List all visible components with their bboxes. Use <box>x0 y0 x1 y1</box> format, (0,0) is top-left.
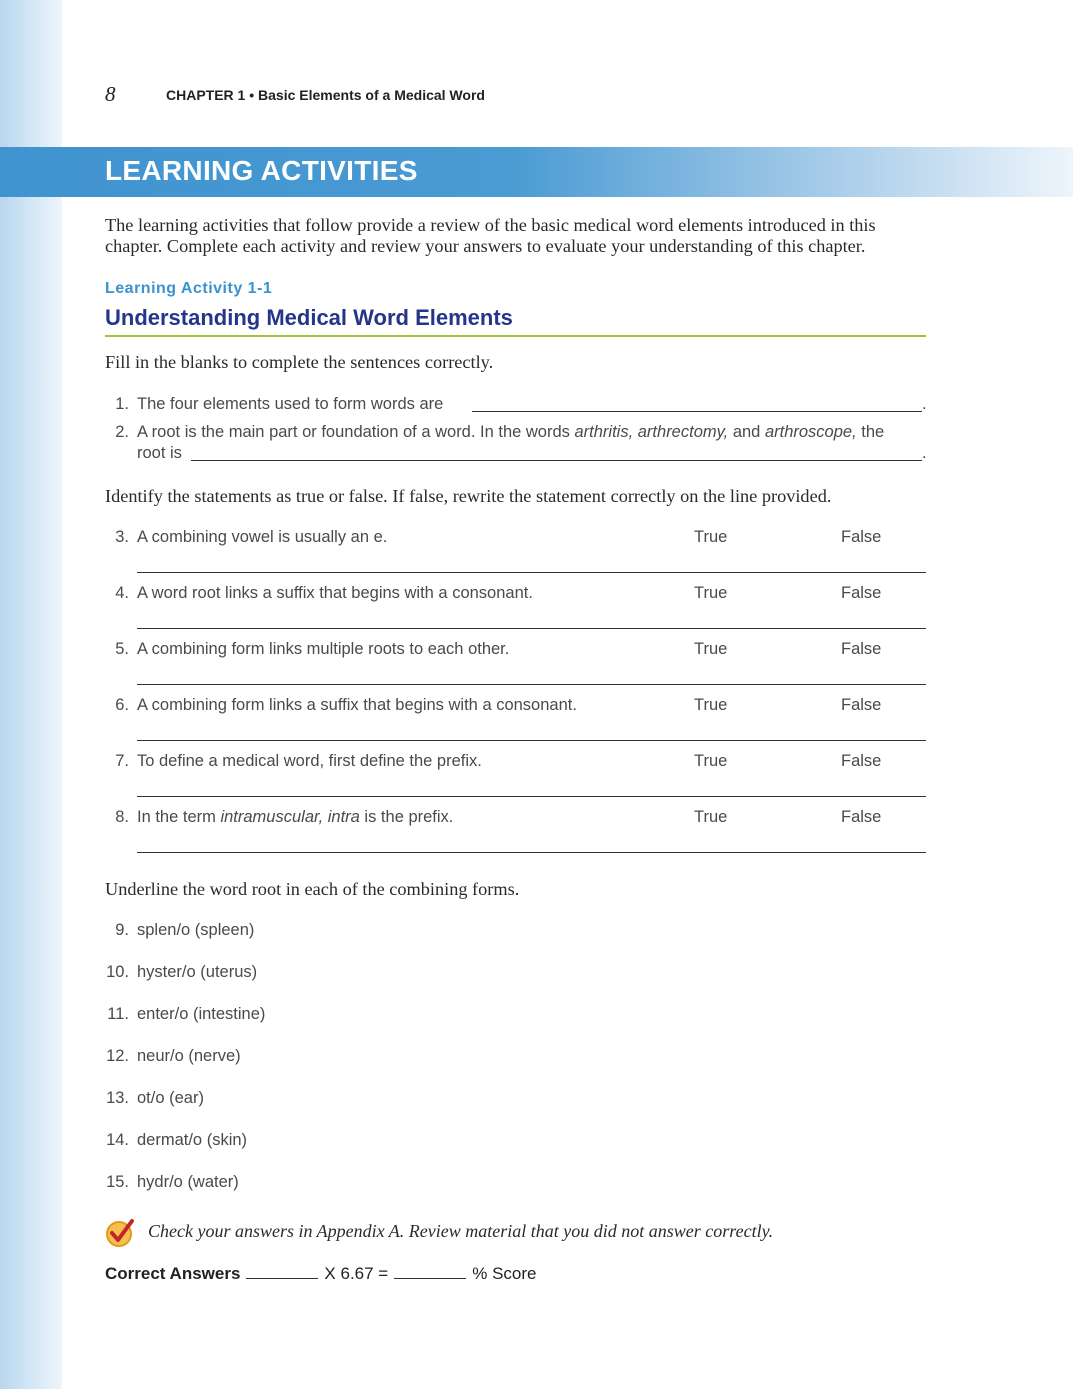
question-item <box>0 395 1073 417</box>
list-item <box>0 921 600 943</box>
true-false-item <box>0 696 1073 746</box>
question-text-continued: root is <box>137 444 182 462</box>
correct-answers-label: Correct Answers <box>105 1264 241 1283</box>
true-false-item <box>0 528 1073 578</box>
multiplier-text: X 6.67 = <box>324 1264 389 1283</box>
question-number: 1. <box>115 395 129 413</box>
item-number: 9. <box>115 921 129 939</box>
question-number: 3. <box>115 528 129 546</box>
true-false-item <box>0 808 1073 858</box>
italic-term: arthritis, arthrectomy, <box>574 423 729 441</box>
true-option[interactable]: True <box>694 752 728 770</box>
fill-in-instructions: Fill in the blanks to complete the sentences correctly. <box>105 352 494 372</box>
combining-form[interactable]: hyster/o (uterus) <box>137 963 258 981</box>
rewrite-line[interactable] <box>137 684 926 685</box>
false-option[interactable]: False <box>841 808 882 826</box>
rewrite-line[interactable] <box>137 572 926 573</box>
italic-term: arthroscope, <box>764 423 857 441</box>
rewrite-line[interactable] <box>137 796 926 797</box>
combining-form[interactable]: hydr/o (water) <box>137 1173 239 1191</box>
section-title: LEARNING ACTIVITIES <box>105 155 418 186</box>
combining-form[interactable]: ot/o (ear) <box>137 1089 204 1107</box>
activity-label: Learning Activity 1-1 <box>105 280 273 297</box>
true-false-instructions: Identify the statements as true or false. If false, rewrite the statement correctly on the line provided. <box>105 486 832 506</box>
true-false-item <box>0 752 1073 802</box>
false-option[interactable]: False <box>841 584 882 602</box>
true-option[interactable]: True <box>694 528 728 546</box>
false-option[interactable]: False <box>841 752 882 770</box>
false-option[interactable]: False <box>841 640 882 658</box>
true-option[interactable]: True <box>694 584 728 602</box>
question-text <box>137 423 884 442</box>
question-item <box>0 423 1073 467</box>
rewrite-line[interactable] <box>137 628 926 629</box>
false-option[interactable]: False <box>841 696 882 714</box>
combining-form[interactable]: splen/o (spleen) <box>137 921 255 939</box>
period: . <box>922 444 927 462</box>
question-number: 7. <box>115 752 129 770</box>
item-number: 10. <box>106 963 129 981</box>
combining-form[interactable]: enter/o (intestine) <box>137 1005 266 1023</box>
intro-paragraph <box>105 215 935 257</box>
answer-blank[interactable] <box>472 411 922 412</box>
question-text: The four elements used to form words are <box>137 395 444 413</box>
text-segment: A root is the main part or foundation of a word. In the words <box>137 423 575 441</box>
question-number: 4. <box>115 584 129 602</box>
check-answers-note: Check your answers in Appendix A. Review material that you did not answer correctly. <box>148 1221 774 1241</box>
period: . <box>922 395 927 413</box>
correct-answers-blank[interactable] <box>246 1264 318 1279</box>
question-text: A combining form links a suffix that begins with a consonant. <box>137 696 577 714</box>
text-segment: In the term <box>137 808 221 826</box>
list-item <box>0 1047 600 1069</box>
false-option[interactable]: False <box>841 528 882 546</box>
question-number: 8. <box>115 808 129 826</box>
item-number: 15. <box>106 1173 129 1191</box>
true-option[interactable]: True <box>694 640 728 658</box>
text-segment: and <box>728 423 765 441</box>
score-line <box>105 1264 536 1284</box>
text-segment: the <box>856 423 885 441</box>
question-number: 5. <box>115 640 129 658</box>
activity-title: Understanding Medical Word Elements <box>105 305 513 330</box>
checkmark-icon <box>104 1217 136 1249</box>
page-number: 8 <box>105 82 116 106</box>
true-false-item <box>0 640 1073 690</box>
true-option[interactable]: True <box>694 696 728 714</box>
question-text: A word root links a suffix that begins with a consonant. <box>137 584 533 602</box>
answer-blank[interactable] <box>191 460 922 461</box>
combining-form[interactable]: neur/o (nerve) <box>137 1047 241 1065</box>
true-false-item <box>0 584 1073 634</box>
score-label: % Score <box>472 1264 537 1283</box>
item-number: 11. <box>107 1005 129 1023</box>
list-item <box>0 1089 600 1111</box>
list-item <box>0 1005 600 1027</box>
question-text: A combining form links multiple roots to each other. <box>137 640 510 658</box>
running-head: CHAPTER 1 • Basic Elements of a Medical Word <box>166 87 485 103</box>
combining-form[interactable]: dermat/o (skin) <box>137 1131 248 1149</box>
italic-term: intramuscular, intra <box>220 808 360 826</box>
item-number: 13. <box>106 1089 129 1107</box>
intro-line-2: chapter. Complete each activity and review your answers to evaluate your understanding of this chapter. <box>105 236 866 256</box>
text-segment: is the prefix. <box>359 808 454 826</box>
question-text <box>137 808 453 827</box>
underline-instructions: Underline the word root in each of the combining forms. <box>105 879 520 899</box>
question-number: 6. <box>115 696 129 714</box>
item-number: 12. <box>106 1047 129 1065</box>
question-text: To define a medical word, first define the prefix. <box>137 752 482 770</box>
item-number: 14. <box>106 1131 129 1149</box>
list-item <box>0 963 600 985</box>
score-blank[interactable] <box>394 1264 466 1279</box>
activity-divider <box>105 335 926 337</box>
rewrite-line[interactable] <box>137 852 926 853</box>
question-text: A combining vowel is usually an e. <box>137 528 388 546</box>
list-item <box>0 1173 600 1195</box>
intro-line-1: The learning activities that follow provide a review of the basic medical word elements introduced in this <box>105 215 876 235</box>
true-option[interactable]: True <box>694 808 728 826</box>
list-item <box>0 1131 600 1153</box>
rewrite-line[interactable] <box>137 740 926 741</box>
question-number: 2. <box>115 423 129 441</box>
